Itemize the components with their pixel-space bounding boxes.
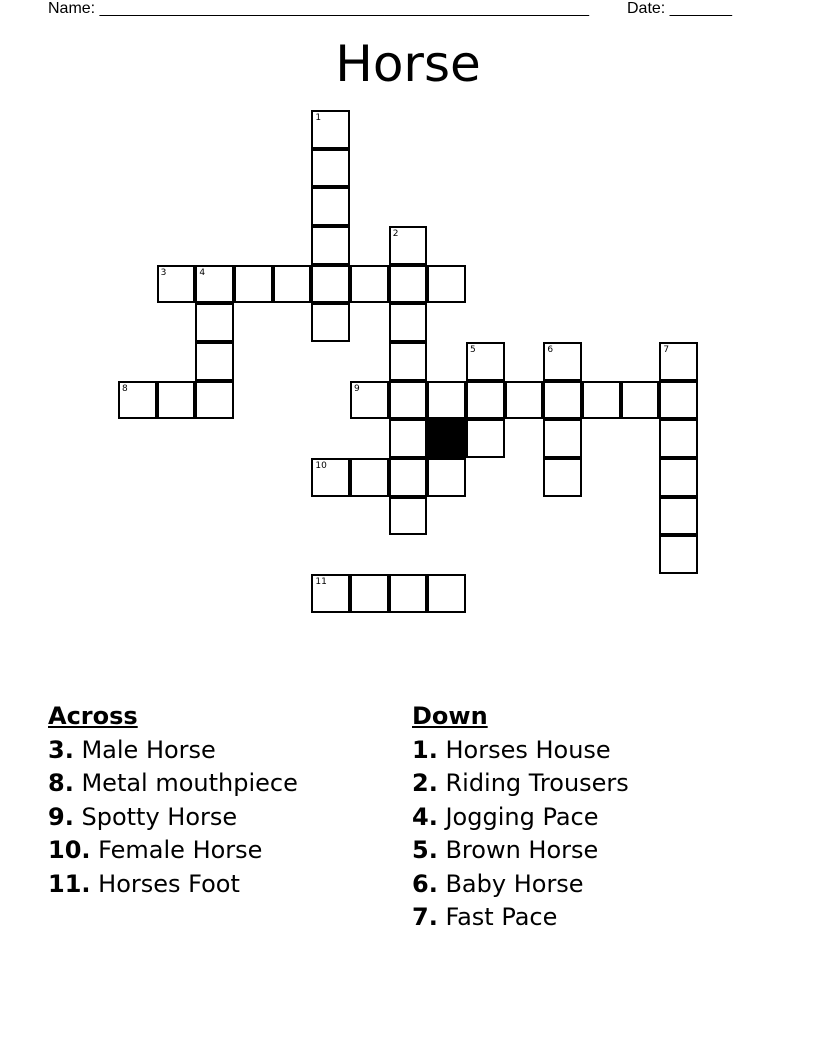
clue-across-9: 9. Spotty Horse [48, 802, 238, 831]
grid-cell[interactable] [389, 458, 428, 497]
grid-cell[interactable] [543, 381, 582, 420]
grid-cell[interactable] [389, 226, 428, 265]
grid-cell[interactable] [543, 342, 582, 381]
grid-cell[interactable] [621, 381, 660, 420]
grid-cell[interactable] [195, 381, 234, 420]
cell-number: 6 [547, 345, 554, 356]
grid-cell[interactable] [350, 574, 389, 613]
grid-cell[interactable] [427, 381, 466, 420]
grid-cell[interactable] [311, 265, 350, 304]
grid-cell[interactable] [311, 110, 350, 149]
grid-cell[interactable] [311, 574, 350, 613]
cell-number: 8 [122, 383, 128, 394]
clue-down-5: 5. Brown Horse [412, 836, 599, 864]
clue-down-1: 1. Horses House [412, 735, 611, 764]
grid-cell[interactable] [543, 419, 582, 458]
grid-cell[interactable] [466, 419, 505, 458]
cell-number: 9 [354, 383, 360, 394]
date-field [627, 0, 732, 18]
grid-cell[interactable] [273, 265, 312, 304]
clue-down-7: 7. Fast Pace [412, 903, 558, 931]
down-clues [412, 700, 629, 935]
clue-down-4: 4. Jogging Pace [412, 802, 599, 831]
grid-cell[interactable] [118, 381, 157, 420]
clue-down-2: 2. Riding Trousers [412, 769, 629, 797]
cell-number: 11 [315, 577, 327, 588]
clue-down-6: 6. Baby Horse [412, 869, 584, 898]
grid-cell[interactable] [157, 265, 196, 304]
grid-cell[interactable] [389, 574, 428, 613]
grid-cell[interactable] [466, 342, 505, 381]
grid-cell[interactable] [582, 381, 621, 420]
date-line[interactable]: _______ [669, 0, 732, 17]
clue-across-11: 11. Horses Foot [48, 869, 240, 898]
grid-cell[interactable] [234, 265, 273, 304]
blocked-cell [427, 419, 466, 458]
cell-number: 7 [663, 345, 670, 356]
grid-cell[interactable] [311, 149, 350, 188]
grid-cell[interactable] [543, 458, 582, 497]
cell-number: 1 [315, 113, 322, 123]
grid-cell[interactable] [389, 419, 428, 458]
grid-cell[interactable] [427, 574, 466, 613]
grid-cell[interactable] [389, 265, 428, 304]
clue-across-8: 8. Metal mouthpiece [48, 769, 298, 797]
grid-cell[interactable] [311, 187, 350, 226]
grid-cell[interactable] [311, 303, 350, 342]
clue-across-3: 3. Male Horse [48, 735, 216, 764]
grid-cell[interactable] [350, 381, 389, 420]
page-title: Horse [335, 35, 481, 93]
grid-cell[interactable] [659, 342, 698, 381]
clue-across-10: 10. Female Horse [48, 836, 263, 864]
grid-cell[interactable] [389, 497, 428, 536]
grid-cell[interactable] [157, 381, 196, 420]
name-line[interactable]: _______________________________________________________ [99, 0, 589, 17]
grid-cell[interactable] [389, 303, 428, 342]
grid-cell[interactable] [389, 342, 428, 381]
cell-number: 4 [199, 267, 206, 278]
grid-cell[interactable] [659, 497, 698, 536]
cell-number: 10 [315, 461, 327, 472]
cell-number: 5 [470, 345, 476, 356]
grid-cell[interactable] [311, 458, 350, 497]
grid-cell[interactable] [659, 535, 698, 574]
grid-cell[interactable] [466, 381, 505, 420]
grid-cell[interactable] [505, 381, 544, 420]
name-label: Name: [48, 0, 96, 17]
grid-cell[interactable] [659, 381, 698, 420]
name-field [48, 0, 589, 18]
grid-cell[interactable] [195, 265, 234, 304]
date-label: Date: [627, 0, 666, 17]
down-heading: Down [412, 702, 488, 730]
grid-cell[interactable] [389, 381, 428, 420]
grid-cell[interactable] [311, 226, 350, 265]
across-heading: Across [48, 702, 138, 730]
grid-cell[interactable] [195, 342, 234, 381]
grid-cell[interactable] [659, 458, 698, 497]
grid-cell[interactable] [195, 303, 234, 342]
grid-cell[interactable] [427, 458, 466, 497]
cell-number: 3 [160, 267, 167, 278]
grid-cell[interactable] [659, 419, 698, 458]
grid-cell[interactable] [427, 265, 466, 304]
cell-number: 2 [392, 229, 399, 239]
across-clues [48, 700, 298, 901]
grid-cell[interactable] [350, 265, 389, 304]
grid-cell[interactable] [350, 458, 389, 497]
